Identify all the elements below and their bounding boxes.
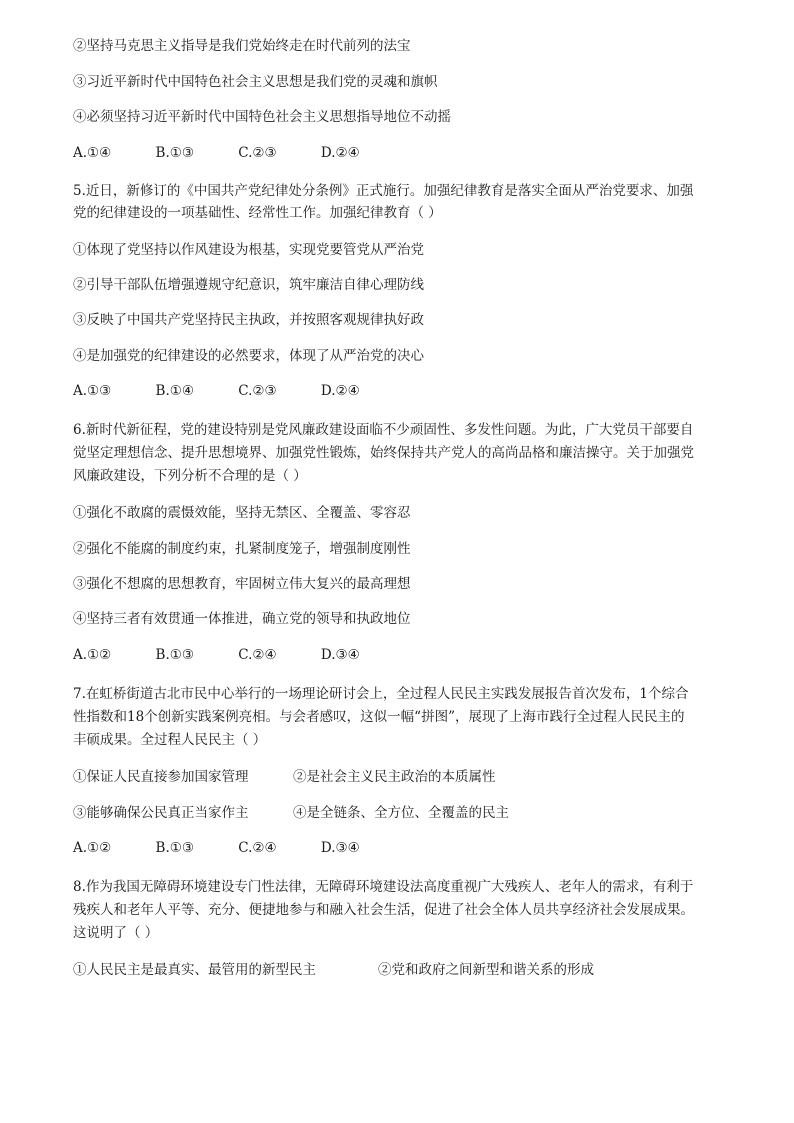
q8-item-1: ①人民民主是最真实、最管用的新型民主: [73, 962, 316, 978]
q4-option-a: A.①④: [73, 145, 112, 161]
q5-option-b: B.①④: [155, 383, 194, 399]
q5-item-4: ④是加强党的纪律建设的必然要求，体现了从严治党的决心: [73, 348, 424, 364]
q6-option-b: B.①③: [155, 647, 194, 663]
q7-option-a: A.①②: [73, 840, 112, 856]
q8-stem-line-3: 这说明了（ ）: [73, 925, 159, 941]
q5-stem-line-1: 5.近日，新修订的《中国共产党纪律处分条例》正式施行。加强纪律教育是落实全面从严治党要求、加强: [73, 183, 694, 199]
q8-item-2: ②党和政府之间新型和谐关系的形成: [378, 962, 594, 978]
q6-item-1: ①强化不敢腐的震慑效能，坚持无禁区、全覆盖、零容忍: [73, 505, 411, 521]
q7-stem-line-2: 性指数和18个创新实践案例亮相。与会者感叹，这似一幅“拼图”，展现了上海市践行全过程人民民主的: [73, 709, 685, 725]
q4-option-d: D.②④: [320, 145, 360, 161]
q7-stem-line-3: 丰硕成果。全过程人民民主（ ）: [73, 732, 267, 748]
q6-stem-line-2: 觉坚定理想信念、提升思想境界、加强党性锻炼，始终保持共产党人的高尚品格和廉洁操守。关于加强党: [73, 445, 694, 461]
q6-stem-line-1: 6.新时代新征程，党的建设特别是党风廉政建设面临不少顽固性、多发性问题。为此，广大党员干部要自: [73, 422, 694, 438]
q4-options: [73, 143, 400, 163]
q6-item-3: ③强化不想腐的思想教育，牢固树立伟大复兴的最高理想: [73, 576, 411, 592]
q7-item-4: ④是全链条、全方位、全覆盖的民主: [293, 805, 509, 821]
q7-items-row-1: [73, 767, 496, 787]
q6-option-a: A.①②: [73, 647, 112, 663]
q5-stem-line-2: 党的纪律建设的一项基础性、经常性工作。加强纪律教育（ ）: [73, 205, 442, 221]
q8-stem-line-1: 8.作为我国无障碍环境建设专门性法律，无障碍环境建设法高度重视广大残疾人、老年人的需求，有利于: [73, 879, 694, 895]
q5-item-2: ②引导干部队伍增强遵规守纪意识，筑牢廉洁自律心理防线: [73, 277, 424, 293]
q7-item-3: ③能够确保公民真正当家作主: [73, 805, 249, 821]
q5-item-3: ③反映了中国共产党坚持民主执政，并按照客观规律执好政: [73, 312, 424, 328]
q5-option-d: D.②④: [320, 383, 360, 399]
q8-stem-line-2: 残疾人和老年人平等、充分、便捷地参与和融入社会生活，促进了社会全体人员共享经济社会发展成果。: [73, 902, 694, 918]
q7-item-2: ②是社会主义民主政治的本质属性: [293, 769, 496, 785]
q7-option-c: C.②④: [238, 840, 277, 856]
q7-stem-line-1: 7.在虹桥街道古北市民中心举行的一场理论研讨会上，全过程人民民主实践发展报告首次发布，1个综合: [73, 686, 689, 702]
q7-item-1: ①保证人民直接参加国家管理: [73, 769, 249, 785]
q5-option-a: A.①③: [73, 383, 112, 399]
q6-stem-line-3: 风廉政建设，下列分析不合理的是（ ）: [73, 468, 307, 484]
q4-item-4: ④必须坚持习近平新时代中国特色社会主义思想指导地位不动摇: [73, 109, 451, 125]
q4-option-b: B.①③: [155, 145, 194, 161]
q7-option-b: B.①③: [155, 840, 194, 856]
q5-options: [73, 381, 400, 401]
q5-option-c: C.②③: [238, 383, 277, 399]
q7-options: [73, 838, 400, 858]
q6-options: [73, 645, 400, 665]
q6-option-c: C.②④: [238, 647, 277, 663]
q7-items-row-2: [73, 803, 509, 823]
q7-option-d: D.③④: [320, 840, 360, 856]
q6-item-4: ④坚持三者有效贯通一体推进，确立党的领导和执政地位: [73, 611, 411, 627]
q5-item-1: ①体现了党坚持以作风建设为根基，实现党要管党从严治党: [73, 242, 424, 258]
q4-item-2: ②坚持马克思主义指导是我们党始终走在时代前列的法宝: [73, 38, 411, 54]
q4-option-c: C.②③: [238, 145, 277, 161]
q6-option-d: D.③④: [320, 647, 360, 663]
q4-item-3: ③习近平新时代中国特色社会主义思想是我们党的灵魂和旗帜: [73, 74, 438, 90]
q8-items-row-1: [73, 960, 594, 980]
q6-item-2: ②强化不能腐的制度约束，扎紧制度笼子，增强制度刚性: [73, 541, 411, 557]
